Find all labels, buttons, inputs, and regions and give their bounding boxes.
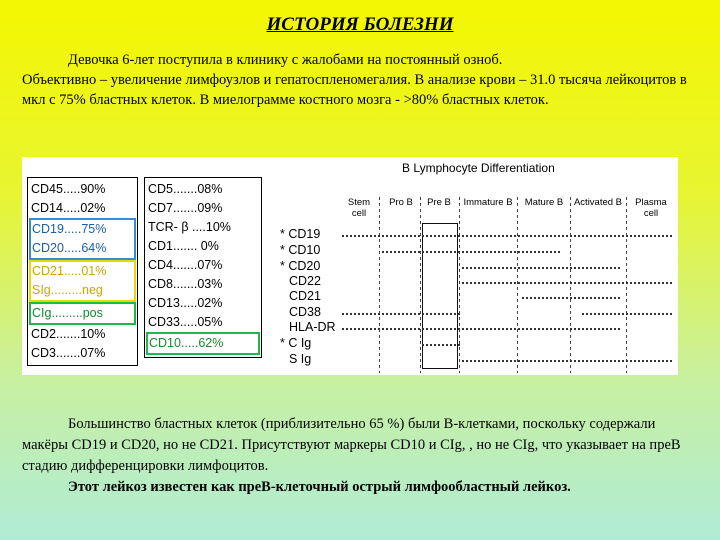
expression-bar xyxy=(342,328,622,330)
stage-label: Plasma cell xyxy=(635,197,667,219)
stage-divider xyxy=(570,197,571,373)
case-conclusion xyxy=(22,414,702,498)
diagram-marker: * C Ig xyxy=(280,336,312,350)
marker-row: CD4.......07% xyxy=(148,258,223,272)
case-intro xyxy=(22,50,702,110)
diagram-marker: * CD19 xyxy=(280,227,321,241)
expression-bar xyxy=(582,313,672,315)
expression-bar xyxy=(462,360,672,362)
stage-divider xyxy=(420,197,421,373)
diagram-marker: * CD10 xyxy=(280,243,321,257)
marker-row: CD14.....02% xyxy=(31,201,106,215)
marker-row: CD1....... 0% xyxy=(148,239,219,253)
stage-divider xyxy=(459,197,460,373)
expression-bar xyxy=(522,297,622,299)
stage-divider xyxy=(517,197,518,373)
marker-row: TCR- β ....10% xyxy=(148,220,231,234)
intro-rest: Объективно – увеличение лимфоузлов и гепатоспленомегалия. В анализе крови – 31.0 тысяча лейкоцитов в мкл с 75% бластных клеток. В миелограмме костного мозга - >80% бластных клеток. xyxy=(22,72,687,108)
stage-label: Immature B xyxy=(463,197,513,208)
diagram-marker: * CD20 xyxy=(280,259,321,273)
stage-label: Activated B xyxy=(573,197,623,208)
expression-bar xyxy=(422,344,462,346)
diagram-marker: CD21 xyxy=(289,289,321,303)
stage-label: Pro B xyxy=(389,197,413,208)
stage-label: Mature B xyxy=(524,197,564,208)
marker-row: CD33.....05% xyxy=(148,315,223,329)
stage-label: Pre B xyxy=(427,197,451,208)
intro-line1: Девочка 6-лет поступила в клинику с жалобами на постоянный озноб. xyxy=(68,52,503,68)
marker-row: CD8.......03% xyxy=(148,277,223,291)
stage-label: Stem cell xyxy=(347,197,371,219)
expression-bar xyxy=(342,313,462,315)
highlight-blue xyxy=(29,218,136,260)
page-title: ИСТОРИЯ БОЛЕЗНИ xyxy=(266,14,454,35)
outro-paragraph: Большинство бластных клеток (приблизительно 65 %) были B-клетками, поскольку содержали макёры CD19 и CD20, но не CD21. Присутствуют маркеры CD10 и CIg, , но не CIg, что указывает на преВ стадию дифференцировки лимфоцитов. xyxy=(22,416,681,474)
marker-row: CD21.....01% xyxy=(32,264,107,278)
outro-conclusion: Этот лейкоз известен как преВ-клеточный острый лимфообластный лейкоз. xyxy=(68,479,571,495)
stage-divider xyxy=(379,197,380,373)
marker-row: CD10.....62% xyxy=(149,336,224,350)
marker-row: CD3.......07% xyxy=(31,346,106,360)
immunophenotype-figure xyxy=(22,157,678,375)
marker-row: CD5.......08% xyxy=(148,182,223,196)
marker-table-left xyxy=(27,177,138,366)
highlight-green xyxy=(146,332,260,355)
diagram-title: B Lymphocyte Differentiation xyxy=(402,161,555,175)
marker-row: CIg.........pos xyxy=(32,306,103,320)
marker-row: CD13.....02% xyxy=(148,296,223,310)
marker-table-right xyxy=(144,177,262,358)
diagram-marker: CD38 xyxy=(289,305,321,319)
highlight-yellow xyxy=(29,260,136,302)
marker-row: CD2.......10% xyxy=(31,327,106,341)
expression-bar xyxy=(382,251,562,253)
marker-row: CD19.....75% xyxy=(32,222,107,236)
marker-row: CD45.....90% xyxy=(31,182,106,196)
diagram-marker: CD22 xyxy=(289,274,321,288)
marker-row: CD7.......09% xyxy=(148,201,223,215)
expression-bar xyxy=(462,267,622,269)
stage-divider xyxy=(626,197,627,373)
expression-bar xyxy=(462,282,672,284)
pre-b-highlight-box xyxy=(422,223,458,369)
highlight-green xyxy=(29,302,136,325)
diagram-marker: S Ig xyxy=(289,352,312,366)
diagram-marker: HLA-DR xyxy=(289,320,336,334)
marker-row: SIg.........neg xyxy=(32,283,103,297)
expression-bar xyxy=(342,235,672,237)
marker-row: CD20.....64% xyxy=(32,241,107,255)
